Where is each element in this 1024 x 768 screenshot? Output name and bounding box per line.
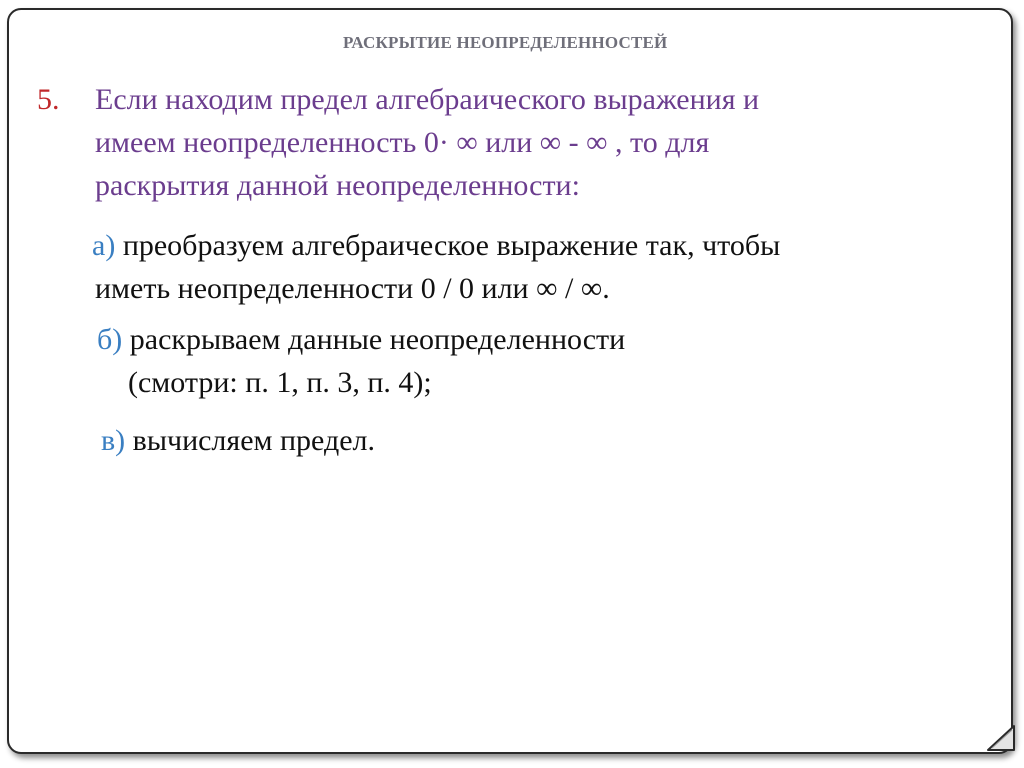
step-a-text-line-2: иметь неопределенности 0 / 0 или ∞ / ∞. — [95, 272, 610, 305]
step-b — [97, 318, 977, 404]
step-a-letter: а) — [92, 229, 116, 262]
page-curl-icon — [986, 724, 1016, 752]
step-a-text-line-1: преобразуем алгебраическое выражение так, чтобы — [115, 229, 781, 262]
step-b-text-line-1: раскрываем данные неопределенности — [122, 323, 626, 356]
step-c-letter: в) — [101, 424, 126, 457]
item-number: 5. — [37, 83, 60, 116]
item-text-line-1: Если находим предел алгебраического выражения и — [95, 83, 760, 116]
item-text-line-2: имеем неопределенность 0· ∞ или ∞ - ∞ , то для — [95, 126, 710, 159]
step-a — [92, 224, 972, 310]
item-text-line-3: раскрытия данной неопределенности: — [95, 169, 580, 202]
step-c-text-line-1: вычисляем предел. — [125, 424, 376, 457]
list-item-5 — [37, 78, 937, 207]
slide-header: РАСКРЫТИЕ НЕОПРЕДЕЛЕННОСТЕЙ — [343, 33, 668, 52]
step-b-text-line-2: (смотри: п. 1, п. 3, п. 4); — [128, 366, 432, 399]
step-c — [101, 419, 981, 462]
step-b-letter: б) — [97, 323, 123, 356]
item-text — [95, 78, 937, 207]
